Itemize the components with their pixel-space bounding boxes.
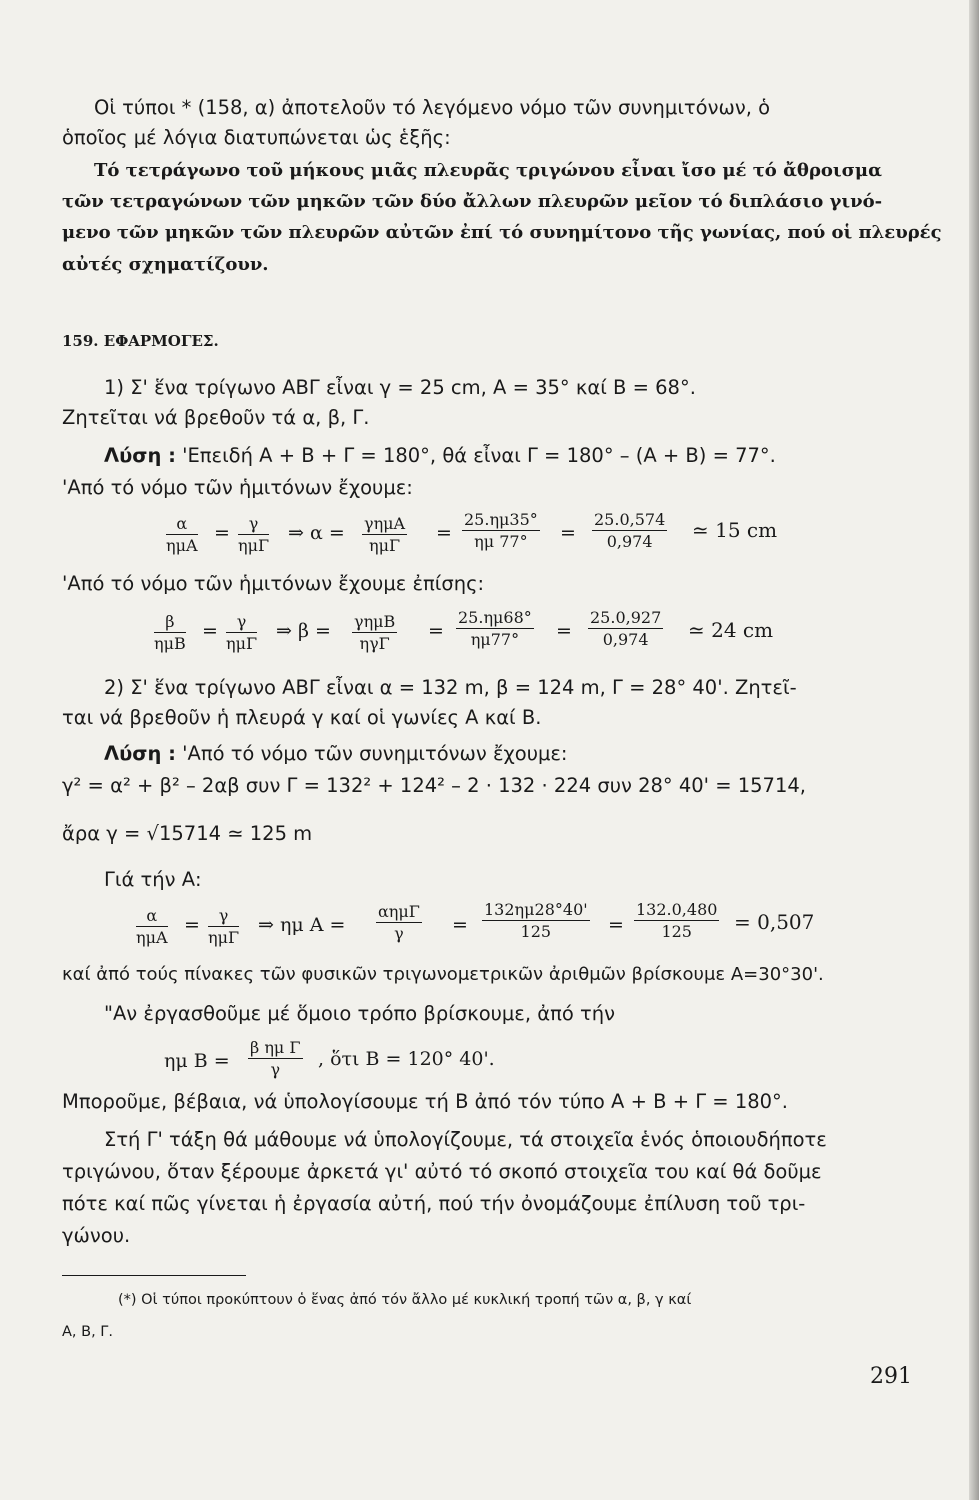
footnote-line: Α, Β, Γ.	[62, 1324, 113, 1340]
solution-line	[104, 742, 944, 765]
result: ≃ 15 cm	[692, 518, 778, 542]
text-line: 2) Σ' ἕνα τρίγωνο ΑΒΓ εἶναι α = 132 m, β = 124 m, Γ = 28° 40'. Ζητεῖ-	[104, 676, 797, 699]
section-heading: 159. ΕΦΑΡΜΟΓΕΣ.	[62, 332, 219, 350]
fraction: γ ημΓ	[238, 514, 270, 555]
fraction: α ημΑ	[166, 514, 198, 555]
fraction: γημΑ ημΓ	[364, 514, 406, 555]
text-line: 'Από τό νόμο τῶν ἡμιτόνων ἔχουμε:	[62, 476, 413, 499]
fraction: $\frac{25.\eta\mu 68^\circ}{\eta\mu 77^\circ}$	[458, 608, 532, 649]
fraction: α ημΑ	[136, 906, 168, 947]
footnote-line: (*) Οἱ τύποι προκύπτουν ὁ ἕνας ἀπό τόν ἄλλο μέ κυκλική τροπή τῶν α, β, γ καί	[118, 1292, 692, 1308]
page-edge-shadow	[969, 0, 979, 1500]
page-number: 291	[870, 1364, 912, 1389]
solution-label: Λύση :	[104, 742, 176, 765]
fraction: $\frac{132\eta\mu 28^\circ 40'}{125}$	[484, 900, 588, 941]
fraction: $\frac{25.0,574}{0,974}$	[594, 510, 666, 551]
text-line: Μποροῦμε, βέβαια, νά ὑπολογίσουμε τή Β ἀπό τόν τύπο Α + Β + Γ = 180°.	[62, 1090, 788, 1113]
solution-text: 'Από τό νόμο τῶν συνημιτόνων ἔχουμε:	[182, 742, 568, 765]
equals-sign: =	[560, 522, 576, 544]
implies-arrow: ⇒ α =	[288, 522, 345, 544]
equals-sign: =	[436, 522, 452, 544]
text-line: Γιά τήν Α:	[104, 868, 202, 891]
text-line: τριγώνου, ὅταν ξέρουμε ἀρκετά γι' αὐτό τό σκοπό στοιχεῖα του καί θά δοῦμε	[62, 1160, 822, 1183]
text-line: γώνου.	[62, 1224, 131, 1247]
law-statement-line: αὐτές σχηματίζουν.	[62, 254, 269, 275]
text-line: Ζητεῖται νά βρεθοῦν τά α, β, Γ.	[62, 406, 370, 429]
solution-line	[104, 444, 944, 467]
equals-sign: =	[608, 914, 624, 936]
text-line: "Αν ἐργασθοῦμε μέ ὅμοιο τρόπο βρίσκουμε, ἀπό τήν	[104, 1002, 615, 1025]
square-root-result: ἄρα γ = √15714 ≃ 125 m	[62, 822, 313, 845]
fraction: $\frac{132.0,480}{125}$	[636, 900, 718, 941]
equation-lhs: ημ Β =	[164, 1050, 230, 1072]
fraction: γ ημΓ	[208, 906, 240, 947]
equation-result: , ὅτι Β = 120° 40'.	[318, 1048, 495, 1070]
text-line: καί ἀπό τούς πίνακες τῶν φυσικῶν τριγωνομετρικῶν ἀριθμῶν βρίσκουμε Α=30°30'.	[62, 964, 824, 985]
result: ≃ 24 cm	[688, 618, 774, 642]
implies-arrow: ⇒ β =	[276, 620, 331, 642]
text-line: 1) Σ' ἕνα τρίγωνο ΑΒΓ εἶναι γ = 25 cm, Α = 35° καί Β = 68°.	[104, 376, 696, 399]
law-of-cosines-computation: γ² = α² + β² – 2αβ συν Γ = 132² + 124² – 2 · 132 · 224 συν 28° 40' = 15714,	[62, 774, 806, 797]
fraction: β ημΒ	[154, 612, 186, 653]
equals-sign: =	[556, 620, 572, 642]
solution-text: 'Επειδή Α + Β + Γ = 180°, θά εἶναι Γ = 180° – (Α + Β) = 77°.	[182, 444, 776, 467]
law-statement-line: Τό τετράγωνο τοῦ μήκους μιᾶς πλευρᾶς τριγώνου εἶναι ἴσο μέ τό ἄθροισμα	[94, 160, 882, 181]
equals-sign: =	[202, 620, 218, 642]
text-line: ται νά βρεθοῦν ἡ πλευρά γ καί οἱ γωνίες Α καί Β.	[62, 706, 542, 729]
fraction: $\frac{\text{β ημ Γ}}{\gamma}$	[250, 1038, 301, 1079]
text-line: πότε καί πῶς γίνεται ἡ ἐργασία αὐτή, πού τήν ὀνομάζουμε ἐπίλυση τοῦ τρι-	[62, 1192, 806, 1215]
fraction: γημΒ ηγΓ	[354, 612, 396, 653]
text-line: ὁποῖος μέ λόγια διατυπώνεται ὡς ἑξῆς:	[62, 126, 451, 149]
fraction: $\frac{25.\eta\mu 35^\circ}{\eta\mu 77^\circ}$	[464, 510, 538, 551]
fraction: γ ημΓ	[226, 612, 258, 653]
text-line: Στή Γ' τάξη θά μάθουμε νά ὑπολογίζουμε, τά στοιχεῖα ἑνός ὁποιουδήποτε	[104, 1128, 827, 1151]
text-line: 'Από τό νόμο τῶν ἡμιτόνων ἔχουμε ἐπίσης:	[62, 572, 485, 595]
implies-arrow: ⇒ ημ Α =	[258, 914, 346, 936]
solution-label: Λύση :	[104, 444, 176, 467]
law-statement-line: τῶν τετραγώνων τῶν μηκῶν τῶν δύο ἄλλων πλευρῶν μεῖον τό διπλάσιο γινό-	[62, 191, 883, 212]
result: = 0,507	[734, 910, 815, 934]
law-statement-line: μενο τῶν μηκῶν τῶν πλευρῶν αὐτῶν ἐπί τό συνημίτονο τῆς γωνίας, πού οἱ πλευρές	[62, 222, 942, 243]
equals-sign: =	[452, 914, 468, 936]
fraction: αημΓ γ	[378, 902, 420, 943]
text-line: Οἱ τύποι * (158, α) ἀποτελοῦν τό λεγόμενο νόμο τῶν συνημιτόνων, ὁ	[94, 96, 771, 119]
equals-sign: =	[184, 914, 200, 936]
footnote-divider	[62, 1275, 246, 1276]
fraction: $\frac{25.0,927}{0,974}$	[590, 608, 662, 649]
equals-sign: =	[214, 522, 230, 544]
equals-sign: =	[428, 620, 444, 642]
